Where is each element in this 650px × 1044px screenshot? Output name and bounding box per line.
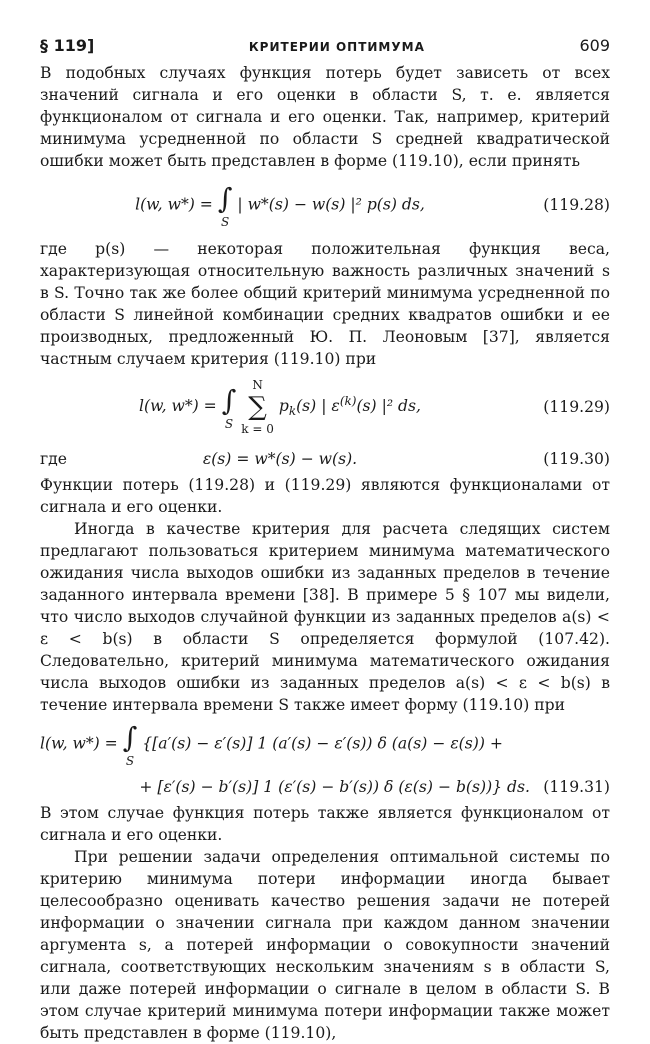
equation-119-30 [40,444,610,474]
paragraph-3: Функции потерь (119.28) и (119.29) являются функционалами от сигнала и его оценки. [40,476,610,516]
page-number: 609 [579,36,610,55]
integral-sign-icon: ∫ [217,181,233,215]
running-header [40,36,610,62]
equation-119-28 [40,172,610,238]
equation-119-29 [40,370,610,444]
equation-body: l(w, w*) = ∫ S | w*(s) − w(s) |² p(s) ds, [135,181,425,229]
paragraph-6: При решении задачи определения оптимальной системы по критерию минимума потери информации иногда бывает целесообразно оценивать качество решения задачи не потерей информации о значении сигнала при каждом данном значении аргумента s, а потерей информации о совокупности значений сигнала, соответствующих нескольким значениям s в области S, или даже потерей информации о сигнале в целом в области S. В этом случае критерий минимума потери информации также может быть представлен в форме (119.10), [40,848,610,1042]
equation-body: l(w, w*) = ∫ S N ∑ k = 0 $p_k(s)$ | $\varepsilon^{(k)}(s)$ |² ds, [139,378,421,436]
equation-119-31-line-2 [40,772,610,802]
sum-sign-icon: ∑ [248,392,267,422]
page [40,36,610,1044]
equation-body: ε(s) = w*(s) − w(s). [202,450,358,468]
paragraph-1: В подобных случаях функция потерь будет зависеть от всех значений сигнала и его оценки в области S, т. е. является функционалом от сигнала и его оценки. Так, например, критерий минимума усредненной по области S средней квадратической ошибки может быть представлен в форме (119.10), если принять [40,64,610,170]
equation-number: (119.31) [543,778,610,796]
equation-number: (119.28) [543,196,610,214]
equation-body: l(w, w*) = ∫ S {[a′(s) − ε′(s)] 1 (a′(s) − ε′(s)) δ (a(s) − ε(s)) + [40,720,503,768]
integral-sign-icon: ∫ [122,720,138,754]
running-title: КРИТЕРИИ ОПТИМУМА [248,40,425,54]
paragraph-4: Иногда в качестве критерия для расчета следящих систем предлагают пользоваться критерием минимума математического ожидания числа выходов ошибки из заданных пределов в течение заданного интервала времени [38]. В примере 5 § 107 мы видели, что число выходов случайной функции из заданных пределов a(s) < ε < b(s) в области S определяется формулой (107.42). Следовательно, критерий минимума математического ожидания числа выходов ошибки из заданных пределов a(s) < ε < b(s) в течение интервала времени S также имеет форму (119.10) при [40,520,610,714]
integral-sign-icon: ∫ [221,383,237,417]
equation-number: (119.29) [543,398,610,416]
section-number: § 119] [40,36,95,55]
equation-prefix: где [40,450,67,468]
equation-body: + [ε′(s) − b′(s)] 1 (ε′(s) − b′(s)) δ (ε(s) − b(s))} ds. [139,778,530,796]
paragraph-2: где p(s) — некоторая положительная функция веса, характеризующая относительную важность различных значений s в S. Точно так же более общий критерий минимума усредненной по области S линейной комбинации средних квадратов ошибки и ее производных, предложенный Ю. П. Леоновым [37], является частным случаем критерия (119.10) при [40,240,610,368]
paragraph-5: В этом случае функция потерь также является функционалом от сигнала и его оценки. [40,804,610,844]
equation-119-31-line-1 [40,716,610,772]
equation-number: (119.30) [543,450,610,468]
